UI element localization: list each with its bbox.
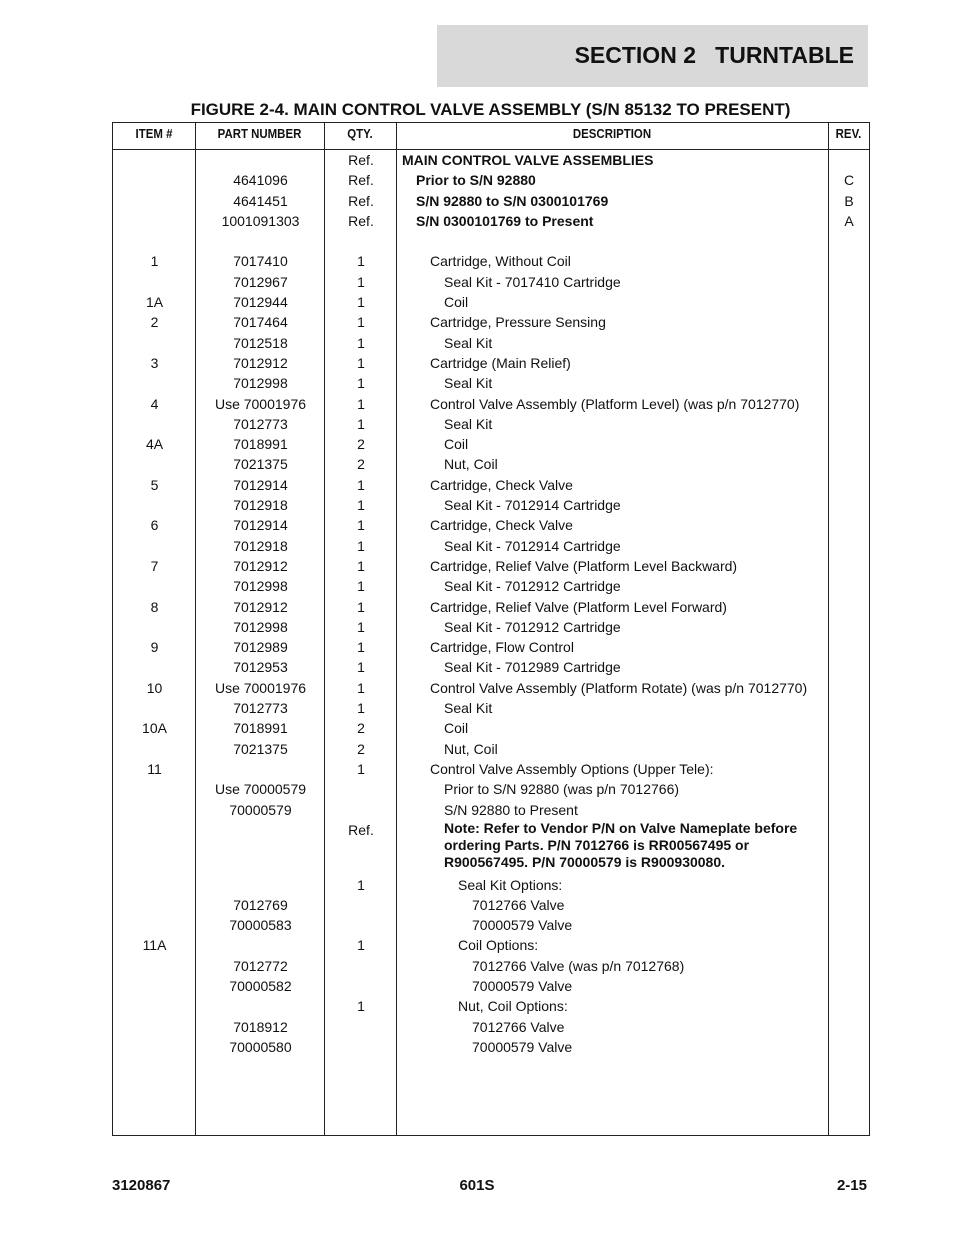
- description-cell: Nut, Coil: [444, 740, 498, 757]
- section-title: SECTION 2 TURNTABLE: [574, 42, 854, 68]
- table-row: [113, 759, 869, 779]
- part-number-cell: 7012944: [233, 294, 288, 311]
- part-number-cell: 7012914: [233, 476, 288, 493]
- qty-cell: Ref.: [348, 152, 374, 168]
- description-cell: Seal Kit - 7017410 Cartridge: [444, 273, 621, 290]
- qty-cell: 1: [357, 700, 365, 717]
- table-row: [113, 373, 869, 393]
- table-row: [113, 170, 869, 190]
- table-row: [113, 333, 869, 353]
- table-body: [113, 150, 869, 1057]
- table-row: [113, 292, 869, 312]
- item-number-cell: 5: [150, 476, 159, 493]
- table-row: [113, 976, 869, 996]
- description-cell: Note: Refer to Vendor P/N on Valve Nameplate before ordering Parts. P/N 7012766 is RR00567495 or R900567495. P/N 70000579 is R900930080.: [444, 819, 798, 870]
- description-cell: S/N 0300101769 to Present: [416, 212, 594, 229]
- part-number-cell: 7012953: [233, 659, 288, 676]
- description-cell: Control Valve Assembly (Platform Level) (was p/n 7012770): [430, 395, 800, 412]
- qty-cell: Ref.: [348, 192, 374, 209]
- description-cell: Cartridge, Pressure Sensing: [430, 314, 606, 331]
- part-number-cell: 7012769: [233, 896, 288, 913]
- description-cell: Control Valve Assembly Options (Upper Tele):: [430, 760, 714, 777]
- qty-cell: 1: [357, 998, 365, 1015]
- part-number-cell: 7017410: [233, 253, 288, 270]
- item-number-cell: 9: [150, 639, 159, 656]
- part-number-cell: 70000582: [229, 978, 292, 995]
- qty-cell: 1: [357, 334, 365, 351]
- table-row: [113, 1017, 869, 1037]
- part-number-cell: 7012772: [233, 957, 288, 974]
- item-number-cell: 4: [150, 395, 159, 412]
- table-row: [113, 556, 869, 576]
- parts-table: [112, 122, 870, 1136]
- qty-cell: 1: [357, 415, 365, 432]
- qty-cell: 2: [357, 740, 365, 757]
- qty-cell: 2: [357, 456, 365, 473]
- part-number-cell: 4641096: [233, 172, 288, 189]
- qty-cell: 1: [357, 557, 365, 574]
- description-cell: Coil Options:: [458, 937, 539, 954]
- part-number-cell: 70000583: [229, 917, 292, 934]
- table-row: [113, 779, 869, 799]
- part-number-cell: 7018912: [233, 1018, 288, 1035]
- description-cell: Cartridge, Relief Valve (Platform Level Backward): [430, 557, 738, 574]
- table-row: [113, 394, 869, 414]
- part-number-cell: 7012918: [233, 497, 288, 514]
- description-cell: Coil: [444, 720, 469, 737]
- qty-cell: Ref.: [348, 821, 374, 838]
- description-cell: Coil: [444, 436, 469, 453]
- table-row: [113, 739, 869, 759]
- part-number-cell: 1001091303: [221, 212, 300, 229]
- qty-cell: Ref.: [348, 212, 374, 229]
- qty-cell: 1: [357, 476, 365, 493]
- description-cell: Cartridge (Main Relief): [430, 354, 571, 371]
- qty-cell: Ref.: [348, 172, 374, 189]
- part-number-cell: 7017464: [233, 314, 288, 331]
- part-number-cell: 7012914: [233, 517, 288, 534]
- description-cell: Prior to S/N 92880: [416, 172, 536, 189]
- revision-cell: C: [843, 172, 855, 189]
- table-row: [113, 935, 869, 955]
- item-number-cell: 1: [150, 253, 159, 270]
- description-cell: Cartridge, Without Coil: [430, 253, 571, 270]
- item-number-cell: 11: [147, 760, 162, 777]
- section-header-box: [437, 25, 868, 87]
- description-cell: Coil: [444, 294, 469, 311]
- description-cell: Seal Kit - 7012914 Cartridge: [444, 537, 621, 554]
- part-number-cell: 7021375: [233, 740, 288, 757]
- item-number-cell: 6: [150, 517, 159, 534]
- column-header-part-number: PART NUMBER: [217, 126, 302, 141]
- part-number-cell: Use 70001976: [214, 395, 307, 412]
- item-number-cell: 4A: [145, 436, 164, 453]
- footer-doc-number: 3120867: [112, 1177, 171, 1194]
- description-cell: MAIN CONTROL VALVE ASSEMBLIES: [402, 152, 654, 168]
- part-number-cell: 4641451: [233, 192, 288, 209]
- column-header-rev: REV.: [835, 126, 862, 141]
- qty-cell: 1: [357, 517, 365, 534]
- description-cell: Seal Kit: [444, 375, 493, 392]
- table-row: [113, 191, 869, 211]
- table-row: [113, 495, 869, 515]
- part-number-cell: 7012912: [233, 598, 288, 615]
- qty-cell: 1: [357, 578, 365, 595]
- qty-cell: 1: [357, 395, 365, 412]
- table-row: [113, 718, 869, 738]
- item-number-cell: 10: [146, 679, 163, 696]
- table-row: [113, 820, 869, 875]
- table-row: [113, 475, 869, 495]
- description-cell: 7012766 Valve (was p/n 7012768): [472, 957, 685, 974]
- table-row: [113, 597, 869, 617]
- part-number-cell: 7012998: [233, 578, 288, 595]
- part-number-cell: Use 70001976: [214, 679, 307, 696]
- qty-cell: 1: [357, 273, 365, 290]
- qty-cell: 1: [357, 314, 365, 331]
- table-row: [113, 1037, 869, 1057]
- part-number-cell: 7012912: [233, 557, 288, 574]
- qty-cell: 1: [357, 497, 365, 514]
- table-row: [113, 800, 869, 820]
- table-row: [113, 956, 869, 976]
- table-row: [113, 617, 869, 637]
- description-cell: Seal Kit - 7012912 Cartridge: [444, 578, 621, 595]
- description-cell: Control Valve Assembly (Platform Rotate) (was p/n 7012770): [430, 679, 808, 696]
- description-cell: 70000579 Valve: [472, 978, 573, 995]
- description-cell: Seal Kit: [444, 334, 493, 351]
- table-row: [113, 915, 869, 935]
- part-number-cell: 7012773: [233, 700, 288, 717]
- description-cell: Seal Kit - 7012912 Cartridge: [444, 618, 621, 635]
- part-number-cell: 7012518: [233, 334, 288, 351]
- qty-cell: 1: [357, 760, 365, 777]
- description-cell: Seal Kit: [444, 700, 493, 717]
- part-number-cell: 70000579: [229, 801, 292, 818]
- description-cell: Prior to S/N 92880 (was p/n 7012766): [444, 781, 680, 798]
- qty-cell: 1: [357, 537, 365, 554]
- part-number-cell: 7012967: [233, 273, 288, 290]
- table-row: [113, 454, 869, 474]
- table-row: [113, 698, 869, 718]
- part-number-cell: 7012912: [233, 354, 288, 371]
- column-header-item: ITEM #: [135, 126, 173, 141]
- description-cell: Seal Kit - 7012989 Cartridge: [444, 659, 621, 676]
- table-row: [113, 637, 869, 657]
- description-cell: Cartridge, Check Valve: [430, 476, 573, 493]
- description-cell: Nut, Coil Options:: [458, 998, 568, 1015]
- part-number-cell: 7018991: [233, 436, 288, 453]
- table-row: [113, 657, 869, 677]
- part-number-cell: 7012918: [233, 537, 288, 554]
- table-row: [113, 434, 869, 454]
- description-cell: Cartridge, Check Valve: [430, 517, 573, 534]
- figure-title: FIGURE 2-4. MAIN CONTROL VALVE ASSEMBLY (S/N 85132 TO PRESENT): [190, 100, 791, 119]
- item-number-cell: 8: [150, 598, 159, 615]
- column-header-description: DESCRIPTION: [572, 126, 652, 141]
- table-row: [113, 996, 869, 1016]
- revision-cell: A: [844, 212, 854, 229]
- description-cell: Seal Kit Options:: [458, 876, 563, 893]
- part-number-cell: 7012998: [233, 618, 288, 635]
- table-row: [113, 272, 869, 292]
- item-number-cell: 7: [150, 557, 159, 574]
- table-row: [113, 211, 869, 231]
- table-row: [113, 353, 869, 373]
- item-number-cell: 10A: [142, 720, 167, 737]
- qty-cell: 2: [357, 436, 365, 453]
- table-row: [113, 312, 869, 332]
- part-number-cell: 7018991: [233, 720, 288, 737]
- description-cell: Nut, Coil: [444, 456, 498, 473]
- item-number-cell: 2: [150, 314, 159, 331]
- part-number-cell: 7012998: [233, 375, 288, 392]
- qty-cell: 1: [357, 294, 365, 311]
- part-number-cell: Use 70000579: [214, 781, 307, 798]
- qty-cell: 1: [357, 639, 365, 656]
- table-row: [113, 414, 869, 434]
- item-number-cell: 11A: [142, 937, 167, 954]
- description-cell: Cartridge, Flow Control: [430, 639, 574, 656]
- item-number-cell: 3: [150, 354, 159, 371]
- qty-cell: 1: [357, 679, 365, 696]
- table-row: [113, 678, 869, 698]
- part-number-cell: 7012989: [233, 639, 288, 656]
- table-row: [113, 536, 869, 556]
- description-cell: 7012766 Valve: [472, 1018, 565, 1035]
- description-cell: Seal Kit: [444, 415, 493, 432]
- footer-page-number: 2-15: [836, 1177, 867, 1194]
- description-cell: Cartridge, Relief Valve (Platform Level Forward): [430, 598, 727, 615]
- table-row: [113, 895, 869, 915]
- part-number-cell: 7012773: [233, 415, 288, 432]
- qty-cell: 1: [357, 598, 365, 615]
- table-row: [113, 150, 869, 170]
- table-row: [113, 231, 869, 251]
- qty-cell: 1: [357, 375, 365, 392]
- qty-cell: 1: [357, 253, 365, 270]
- description-cell: Seal Kit - 7012914 Cartridge: [444, 497, 621, 514]
- qty-cell: 1: [357, 618, 365, 635]
- footer-model: 601S: [459, 1177, 495, 1194]
- qty-cell: 2: [357, 720, 365, 737]
- qty-cell: 1: [357, 659, 365, 676]
- table-row: [113, 875, 869, 895]
- part-number-cell: 7021375: [233, 456, 288, 473]
- qty-cell: 1: [357, 354, 365, 371]
- table-row: [113, 576, 869, 596]
- revision-cell: B: [844, 192, 854, 209]
- table-row: [113, 515, 869, 535]
- description-cell: S/N 92880 to S/N 0300101769: [416, 192, 609, 209]
- item-number-cell: 1A: [145, 294, 164, 311]
- description-cell: 7012766 Valve: [472, 896, 565, 913]
- description-cell: 70000579 Valve: [472, 1038, 573, 1055]
- qty-cell: 1: [357, 876, 365, 893]
- description-cell: S/N 92880 to Present: [444, 801, 578, 818]
- part-number-cell: 70000580: [229, 1038, 292, 1055]
- description-cell: 70000579 Valve: [472, 917, 573, 934]
- column-header-qty: QTY.: [347, 126, 373, 141]
- table-row: [113, 251, 869, 271]
- qty-cell: 1: [357, 937, 365, 954]
